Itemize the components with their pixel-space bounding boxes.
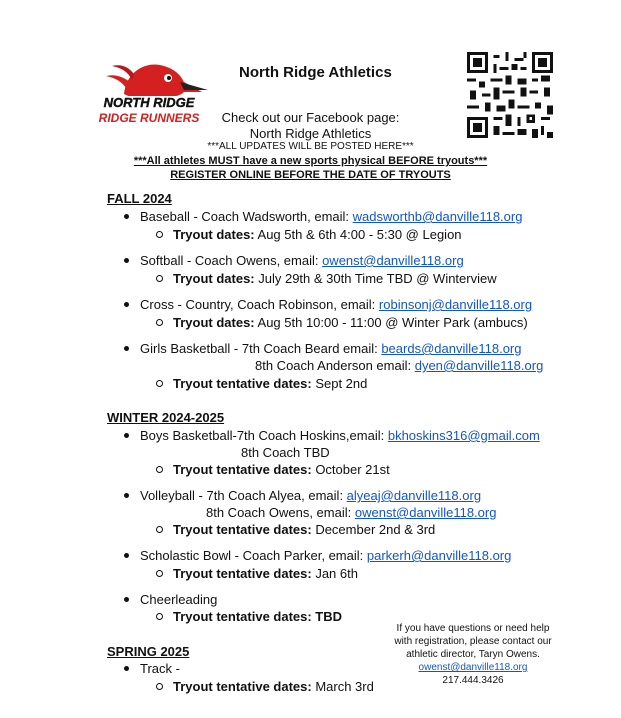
girls-basketball-8th-email-link[interactable]: dyen@danville118.org <box>414 358 544 373</box>
winter-heading: WINTER 2024-2025 <box>107 410 225 425</box>
logo-text-bottom: RIDGE RUNNERS <box>98 111 200 125</box>
list-item-scholastic-bowl: Scholastic Bowl - Coach Parker, email: parkerh@danville118.org <box>140 548 512 563</box>
updates-notice: ***ALL UPDATES WILL BE POSTED HERE*** <box>207 141 414 152</box>
tryout-cross-country: Tryout dates: Aug 5th 10:00 - 11:00 @ Winter Park (ambucs) <box>173 315 528 330</box>
register-notice: REGISTER ONLINE BEFORE THE DATE OF TRYOUTS <box>170 169 451 181</box>
list-item-track: Track - <box>140 661 180 676</box>
tryout-boys-basketball: Tryout tentative dates: October 21st <box>173 462 390 477</box>
cross-country-email-link[interactable]: robinsonj@danville118.org <box>378 297 533 312</box>
tryout-baseball: Tryout dates: Aug 5th & 6th 4:00 - 5:30 @ Legion <box>173 227 462 242</box>
tryout-softball: Tryout dates: July 29th & 30th Time TBD @ Winterview <box>173 271 497 286</box>
list-item-softball: Softball - Coach Owens, email: owenst@danville118.org <box>140 253 464 268</box>
softball-email-link[interactable]: owenst@danville118.org <box>322 253 464 268</box>
boys-basketball-email-link[interactable]: bkhoskins316@gmail.com <box>387 428 540 443</box>
list-item-cross-country: Cross - Country, Coach Robinson, email: robinsonj@danville118.org <box>140 297 533 312</box>
contact-email-link[interactable]: owenst@danville118.org <box>418 662 528 673</box>
contact-phone: 217.444.3426 <box>442 675 504 686</box>
tryout-girls-basketball: Tryout tentative dates: Sept 2nd <box>173 376 368 391</box>
fall-heading: FALL 2024 <box>107 191 172 206</box>
scholastic-bowl-email-link[interactable]: parkerh@danville118.org <box>366 548 512 563</box>
girls-basketball-email-link[interactable]: beards@danville118.org <box>381 341 522 356</box>
tryout-volleyball: Tryout tentative dates: December 2nd & 3rd <box>173 522 436 537</box>
boys-basketball-8th-coach: 8th Coach TBD <box>241 445 330 460</box>
list-item-baseball: Baseball - Coach Wadsworth, email: wadsworthb@danville118.org <box>140 209 523 224</box>
baseball-email-link[interactable]: wadsworthb@danville118.org <box>352 209 523 224</box>
physical-notice: ***All athletes MUST have a new sports physical BEFORE tryouts*** <box>133 155 488 167</box>
list-item-girls-basketball: Girls Basketball - 7th Coach Beard email: beards@danville118.org <box>140 341 522 356</box>
logo-text-top: NORTH RIDGE <box>103 95 195 110</box>
list-item-cheerleading: Cheerleading <box>140 592 218 607</box>
list-item-boys-basketball: Boys Basketball-7th Coach Hoskins,email: bkhoskins316@gmail.com <box>140 428 540 443</box>
volleyball-8th-coach: 8th Coach Owens, email: owenst@danville118.org <box>206 505 497 520</box>
contact-box: If you have questions or need help with registration, please contact our athletic director, Taryn Owens. owenst@danville118.org 217.444.3426 <box>378 622 568 687</box>
list-item-volleyball: Volleyball - 7th Coach Alyea, email: alyeaj@danville118.org <box>140 488 482 503</box>
page-title: North Ridge Athletics <box>239 64 392 81</box>
girls-basketball-8th-coach: 8th Coach Anderson email: dyen@danville118.org <box>255 358 544 373</box>
spring-heading: SPRING 2025 <box>107 644 190 659</box>
tryout-cheerleading: Tryout tentative dates: TBD <box>173 609 343 624</box>
facebook-line: Check out our Facebook page: <box>221 110 400 125</box>
tryout-scholastic-bowl: Tryout tentative dates: Jan 6th <box>173 566 358 581</box>
facebook-page-name: North Ridge Athletics <box>249 126 372 141</box>
volleyball-8th-email-link[interactable]: owenst@danville118.org <box>354 505 497 520</box>
volleyball-email-link[interactable]: alyeaj@danville118.org <box>346 488 482 503</box>
tryout-track: Tryout tentative dates: March 3rd <box>173 679 374 694</box>
